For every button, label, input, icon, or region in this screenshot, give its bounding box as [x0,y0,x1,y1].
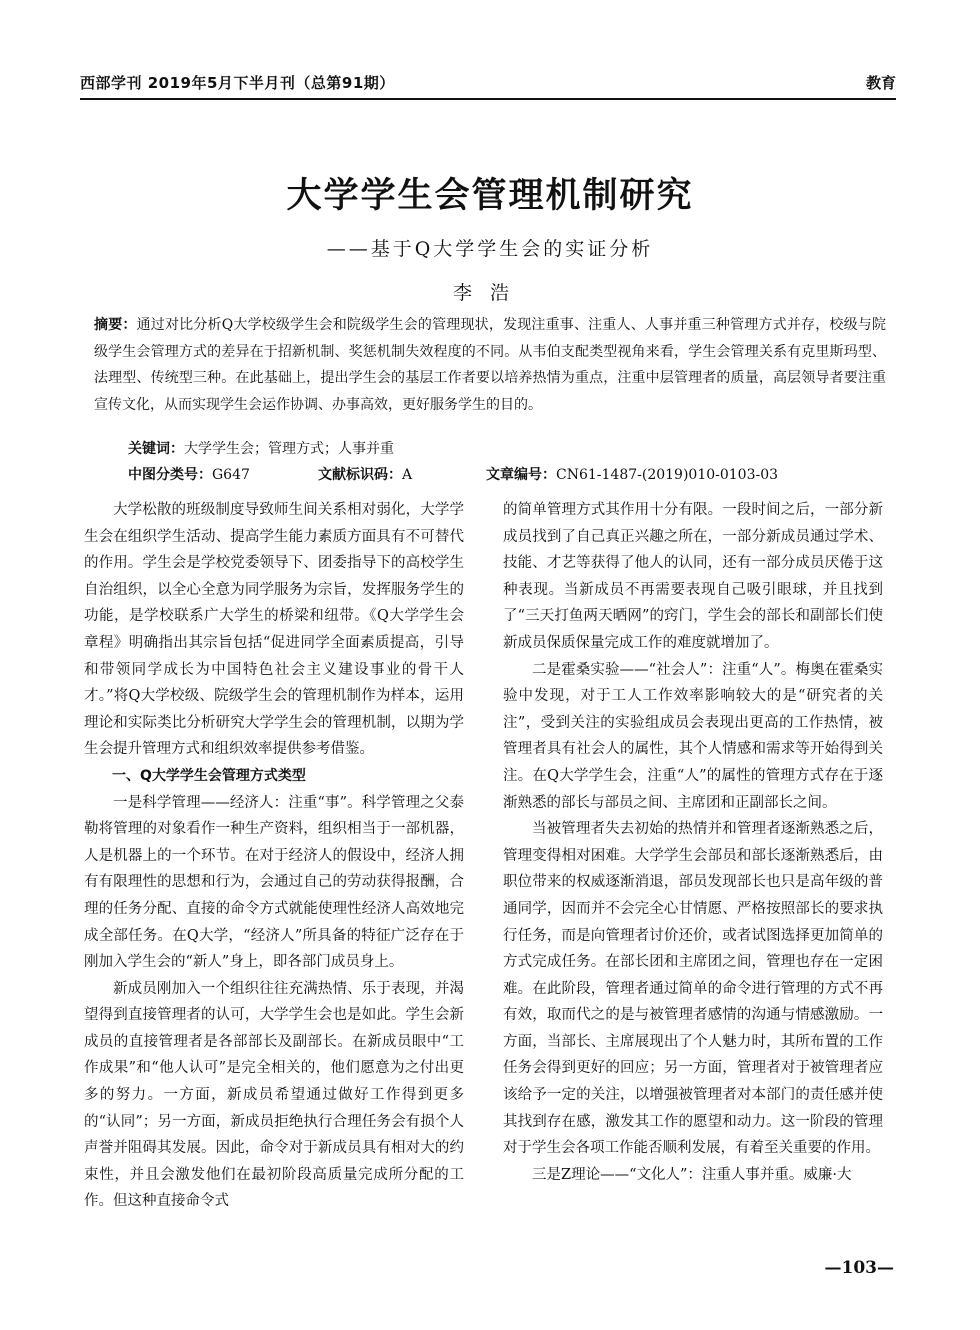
keywords [128,436,888,462]
doc-code-label: 文献标识码： [318,467,402,483]
article-number-value: CN61-1487-(2019)010-0103-03 [556,467,779,483]
article-number-label: 文章编号： [486,467,556,483]
abstract-text: 通过对比分析Q大学校级学生会和院级学生会的管理现状，发现注重事、注重人、人事并重三种管理方式并存，校级与院级学生会管理方式的差异在于招新机制、奖惩机制失效程度的不同。从韦伯支配类型视角来看，学生会管理关系有克里斯玛型、法理型、传统型三种。在此基础上，提出学生会的基层工作者要以培养热情为重点，注重中层管理者的质量，高层领导者要注重宣传文化，从而实现学生会运作协调、办事高效，更好服务学生的目的。 [94,317,886,413]
body-paragraph: 大学松散的班级制度导致师生间关系相对弱化，大学学生会在组织学生活动、提高学生能力素质方面具有不可替代的作用。学生会是学校党委领导下、团委指导下的高校学生自治组织，以全心全意为同学服务为宗旨，发挥服务学生的功能，是学校联系广大学生的桥梁和纽带。《Q大学学生会章程》明确指出其宗旨包括“促进同学全面素质提高，引导和带领同学成长为中国特色社会主义建设事业的骨干人才。”将Q大学校级、院级学生会的管理机制作为样本，运用理论和实际类比分析研究大学学生会的管理机制，以期为学生会提升管理方式和组织效率提供参考借鉴。 [84,502,464,758]
body-paragraph: 的简单管理方式其作用十分有限。一段时间之后，一部分新成员找到了自己真正兴趣之所在，一部分新成员通过学术、技能、才艺等获得了他人的认同，还有一部分成员厌倦于这种表现。当新成员不再需要表现自己吸引眼球，并且找到了“三天打鱼两天晒网”的窍门，学生会的部长和副部长们使新成员保质保量完成工作的难度就增加了。 [503,502,883,651]
body-paragraph: 当被管理者失去初始的热情并和管理者逐渐熟悉之后，管理变得相对困难。大学学生会部员和部长逐渐熟悉后，由职位带来的权威逐渐消退，部员发现部长也只是高年级的普通同学，因而并不会完全心甘情愿、严格按照部长的要求执行任务，而是向管理者讨价还价，或者试图选择更加简单的方式完成任务。在部长团和主席团之间，管理也存在一定困难。在此阶段，管理者通过简单的命令进行管理的方式不再有效，取而代之的是与被管理者感情的沟通与情感激励。一方面，当部长、主席展现出了个人魅力时，其所布置的工作任务会得到更好的回应；另一方面，管理者对于被管理者应该给予一定的关注，以增强被管理者对本部门的责任感并使其找到存在感，激发其工作的愿望和动力。这一阶段的管理对于学生会各项工作能否顺利发展，有着至关重要的作用。 [503,821,883,1157]
clc-item [128,462,250,488]
body-paragraph: 二是霍桑实验——“社会人”：注重“人”。梅奥在霍桑实验中发现，对于工人工作效率影响较大的是“研究者的关注”，受到关注的实验组成员会表现出更高的工作热情，被管理者具有社会人的属性，其个人情感和需求等开始得到关注。在Q大学学生会，注重“人”的属性的管理方式存在于逐渐熟悉的部长与部员之间、主席团和正副部长之间。 [503,661,883,811]
keywords-text: 大学学生会；管理方式；人事并重 [184,441,394,457]
body-paragraph: 三是Z理论——“文化人”：注重人事并重。威廉·大 [532,1166,852,1183]
journal-name: 西部学刊 2019年5月下半月刊（总第91期） [80,74,395,92]
article-title: 大学学生会管理机制研究 [286,175,694,216]
header-rule [80,98,896,100]
abstract-label: 摘要： [94,317,137,333]
classification-line [128,462,888,488]
body-paragraph: 一是科学管理——经济人：注重“事”。科学管理之父泰勒将管理的对象看作一种生产资料，组织相当于一部机器，人是机器上的一个环节。在对于经济人的假设中，经济人拥有有限理性的思想和行为，会通过自己的劳动获得报酬，合理的任务分配、直接的命令方式就能使理性经济人高效地完成全部任务。在Q大学，“经济人”所具备的特征广泛存在于刚加入学生会的“新人”身上，即各部门成员身上。 [84,794,464,971]
clc-label: 中图分类号： [128,467,212,483]
clc-value: G647 [212,467,250,483]
article-number-item [486,462,778,488]
running-header [80,72,896,98]
doc-code-item [318,462,412,488]
section-heading: 一、Q大学学生会管理方式类型 [112,767,306,784]
page-number: —103— [824,1258,894,1278]
author-name: 李浩 [452,282,527,304]
body-column-right [503,497,883,1188]
keywords-label: 关键词： [128,441,184,457]
article-subtitle: ——基于Q大学学生会的实证分析 [326,238,654,260]
section-label: 教育 [865,74,896,92]
body-paragraph: 新成员刚加入一个组织往往充满热情、乐于表现，并渴望得到直接管理者的认可，大学学生会也是如此。学生会新成员的直接管理者是各部部长及副部长。在新成员眼中“工作成果”和“他人认可”是完全相关的，他们愿意为之付出更多的努力。一方面，新成员希望通过做好工作得到更多的“认同”；另一方面，新成员拒绝执行合理任务会有损个人声誉并阻碍其发展。因此，命令对于新成员具有相对大的约束性，并且会激发他们在最初阶段高质量完成所分配的工作。但这种直接命令式 [84,980,464,1210]
doc-code-value: A [402,467,413,483]
abstract [94,312,886,418]
body-column-left [84,497,464,1215]
